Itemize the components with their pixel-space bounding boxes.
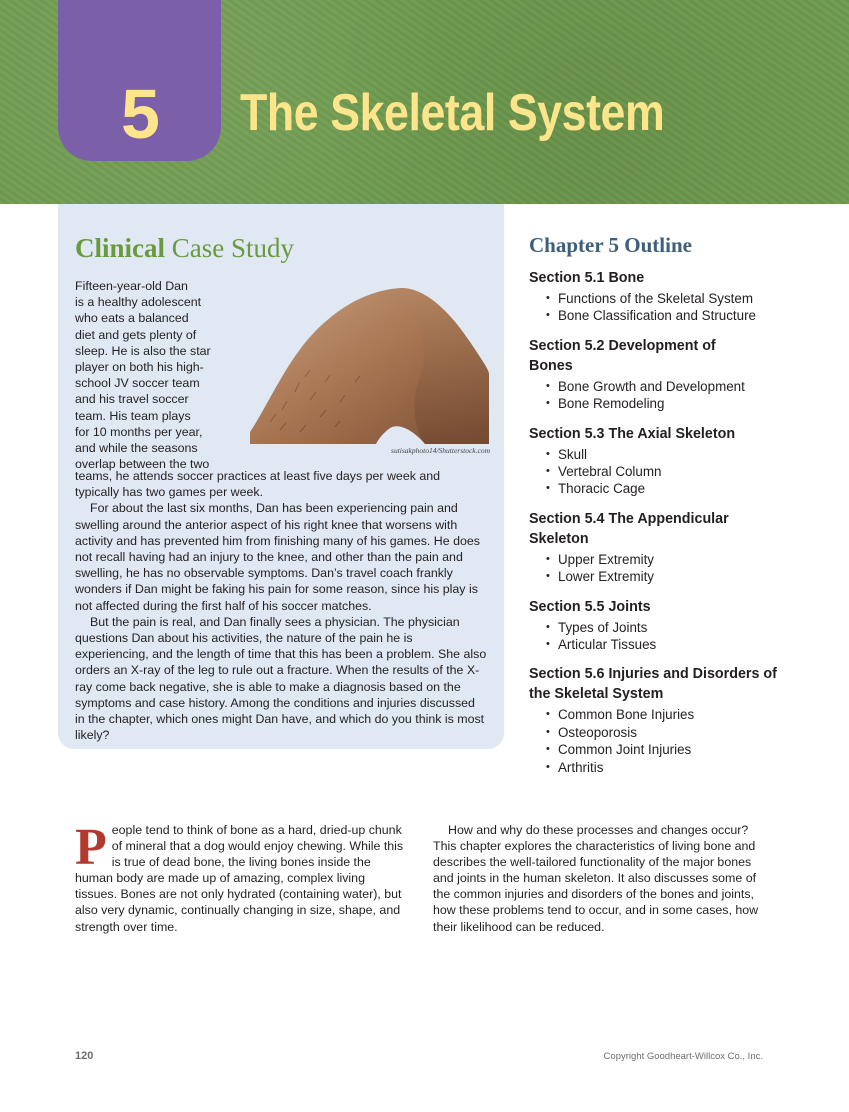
chapter-title: The Skeletal System xyxy=(240,84,665,142)
intro-left-column xyxy=(75,819,405,935)
page-number: 120 xyxy=(75,1050,94,1062)
outline-section-title: Section 5.5 Joints xyxy=(529,598,651,615)
case-line: diet and gets plenty of xyxy=(75,327,197,342)
case-line: team. His team plays xyxy=(75,408,191,423)
outline-item: • Thoracic Cage xyxy=(546,480,829,497)
photo-credit: sutisakphoto14/Shutterstock.com xyxy=(391,446,490,455)
case-line: overlap between the two xyxy=(75,457,210,472)
chapter-number-tab xyxy=(58,0,221,161)
outline-section-list xyxy=(529,619,829,654)
case-study-narrow-lines xyxy=(75,278,245,472)
case-paragraph-1-end: teams, he attends soccer practices at least five days per week and typically has two games per week. xyxy=(75,469,441,500)
case-line: for 10 months per year, xyxy=(75,424,203,439)
chapter-number: 5 xyxy=(121,75,158,153)
outline-item: • Upper Extremity xyxy=(546,551,829,568)
case-study-heading xyxy=(75,231,294,265)
outline-item: • Arthritis xyxy=(546,759,829,776)
outline-item: • Articular Tissues xyxy=(546,636,829,653)
outline-item: • Osteoporosis xyxy=(546,724,829,741)
case-line: school JV soccer team xyxy=(75,376,200,391)
case-line: and while the seasons xyxy=(75,441,198,456)
outline-section-list xyxy=(529,290,829,325)
case-study-body xyxy=(75,468,487,743)
case-study-heading-bold: Clinical xyxy=(75,233,166,263)
outline-section-title: Section 5.6 Injuries and Disorders of the Skeletal System xyxy=(529,666,777,703)
chapter-outline-title: Chapter 5 Outline xyxy=(529,233,692,257)
outline-section-list xyxy=(529,446,829,498)
chapter-outline xyxy=(529,268,829,776)
case-paragraph-2: For about the last six months, Dan has been experiencing pain and swelling around the anterior aspect of his right knee that worsens with activity and has prevented him from finishing many of his games. He does not recall having had an injury to the knee, and other than the pain and swelling, he has no observable symptoms. Dan’s travel coach frankly wonders if Dan might be faking his pain for some reason, since his play is not affected during the first half of his soccer matches. xyxy=(75,501,480,613)
outline-item: • Lower Extremity xyxy=(546,568,829,585)
outline-item: • Types of Joints xyxy=(546,619,829,636)
outline-section-list xyxy=(529,378,829,413)
drop-cap: P xyxy=(75,819,107,876)
case-line: player on both his high- xyxy=(75,360,204,375)
outline-section-list xyxy=(529,706,829,776)
outline-section-title: Section 5.3 The Axial Skeleton xyxy=(529,425,736,442)
intro-paragraph-left: eople tend to think of bone as a hard, dried-up chunk of mineral that a dog would enjoy chewing. While this is true of dead bone, the living bones inside the human body are made up of amazing, complex living tissues. Bones are not only hydrated (containing water), but also very dynamic, continually changing in size, shape, and strength over time. xyxy=(75,823,404,934)
outline-item: • Functions of the Skeletal System xyxy=(546,290,829,307)
outline-item: • Bone Remodeling xyxy=(546,395,829,412)
outline-item: • Bone Classification and Structure xyxy=(546,307,829,324)
case-line: and his travel soccer xyxy=(75,392,189,407)
outline-item: • Bone Growth and Development xyxy=(546,378,829,395)
outline-section-title: Section 5.2 Development of Bones xyxy=(529,337,716,374)
copyright: Copyright Goodheart-Willcox Co., Inc. xyxy=(603,1051,763,1062)
outline-section-list xyxy=(529,551,829,586)
case-line: is a healthy adolescent xyxy=(75,295,202,310)
case-line: Fifteen-year-old Dan xyxy=(75,279,188,293)
outline-item: • Common Joint Injuries xyxy=(546,741,829,758)
outline-item: • Vertebral Column xyxy=(546,463,829,480)
case-line: who eats a balanced xyxy=(75,311,189,326)
knee-photo xyxy=(250,282,489,444)
case-line: sleep. He is also the star xyxy=(75,343,211,358)
intro-paragraph-right: How and why do these processes and changes occur? This chapter explores the characteristics of living bone and describes the well-tailored functionality of the major bones and joints in the human skeleton. It also discusses some of the common injuries and disorders of the bones and joints, how these problems tend to occur, and in some cases, how their likelihood can be reduced. xyxy=(433,823,759,934)
outline-item: • Skull xyxy=(546,446,829,463)
outline-section-title: Section 5.4 The Appendicular Skeleton xyxy=(529,510,729,547)
case-study-heading-rest: Case Study xyxy=(171,233,295,263)
outline-item: • Common Bone Injuries xyxy=(546,706,829,723)
case-paragraph-3: But the pain is real, and Dan finally sees a physician. The physician questions Dan about his activities, the nature of the pain he is experiencing, and the length of time that this has been a problem. She also orders an X-ray of the leg to rule out a fracture. When the results of the X-ray come back negative, she is able to make a diagnosis based on the symptoms and case history. Among the conditions and injuries discussed in the chapter, which ones might Dan have, and which do you think is most likely? xyxy=(75,614,487,743)
outline-section-title: Section 5.1 Bone xyxy=(529,270,645,286)
